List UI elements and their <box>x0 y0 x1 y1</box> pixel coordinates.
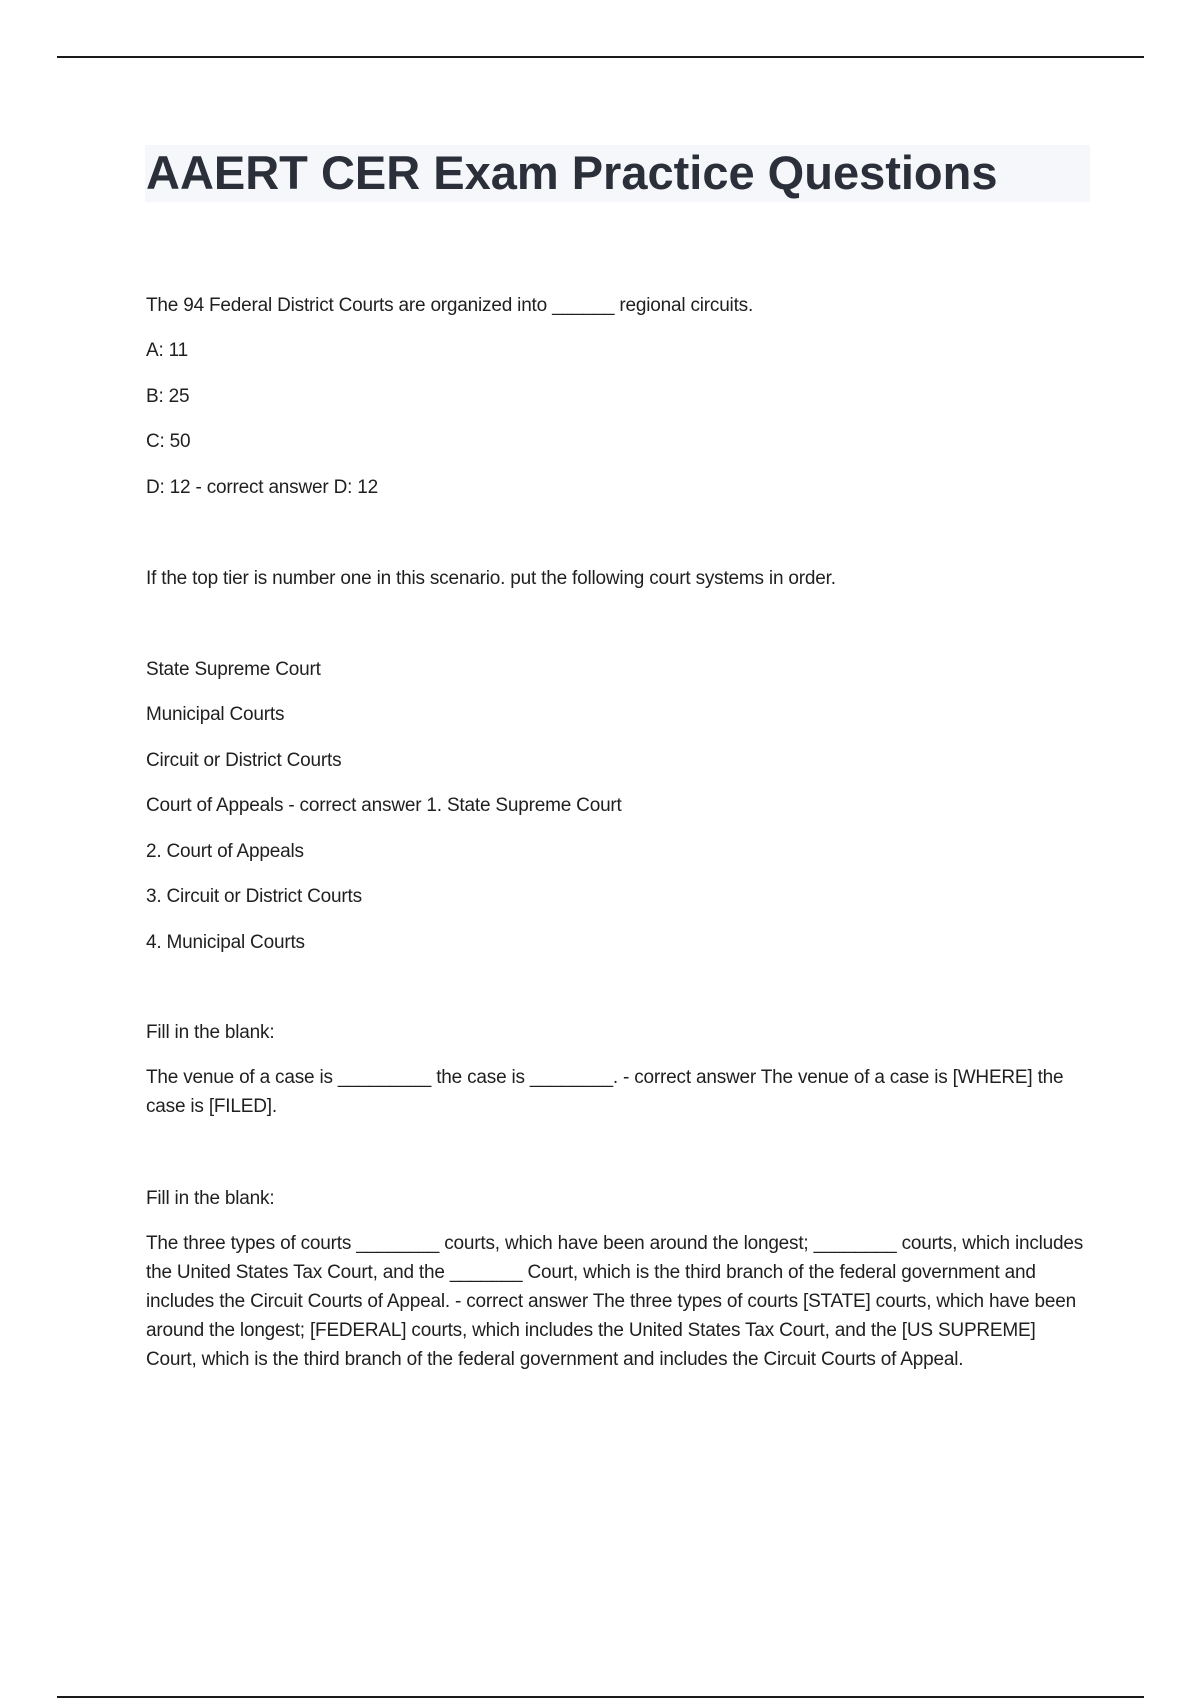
question-1-option-c: C: 50 <box>146 431 191 452</box>
question-4-text: The three types of courts ________ courts, which have been around the longest; ________ courts, which includes the United States Tax Court, and the _______ Court, which is the third branch of the federal government and includes the Circuit Courts of Appeal. - correct answer The three types of courts [STATE] courts, which have been around the longest; [FEDERAL] courts, which includes the United States Tax Court, and the [US SUPREME] Court, which is the third branch of the federal government and includes the Circuit Courts of Appeal. <box>146 1233 1084 1370</box>
question-2-item-4: Court of Appeals - correct answer 1. State Supreme Court <box>146 795 622 816</box>
question-2-item-2: Municipal Courts <box>146 704 285 725</box>
question-2-answer-3: 3. Circuit or District Courts <box>146 886 362 907</box>
question-1-option-a: A: 11 <box>146 340 188 361</box>
question-3-text: The venue of a case is _________ the case is ________. - correct answer The venue of a case is [WHERE] the case is [FILED]. <box>146 1067 1064 1117</box>
question-1-option-b: B: 25 <box>146 386 190 407</box>
question-1-prompt: The 94 Federal District Courts are organized into ______ regional circuits. <box>146 295 754 316</box>
question-2-answer-4: 4. Municipal Courts <box>146 932 305 953</box>
question-2-answer-2: 2. Court of Appeals <box>146 841 304 862</box>
question-1-option-d: D: 12 - correct answer D: 12 <box>146 477 378 498</box>
question-2-item-1: State Supreme Court <box>146 659 321 680</box>
question-3-heading: Fill in the blank: <box>146 1022 275 1043</box>
top-rule <box>57 56 1144 58</box>
question-2-item-3: Circuit or District Courts <box>146 750 342 771</box>
document-title: AAERT CER Exam Practice Questions <box>146 146 998 199</box>
bottom-rule <box>57 1696 1144 1698</box>
question-4-heading: Fill in the blank: <box>146 1188 275 1209</box>
question-2-prompt: If the top tier is number one in this scenario. put the following court systems in order. <box>146 568 836 589</box>
